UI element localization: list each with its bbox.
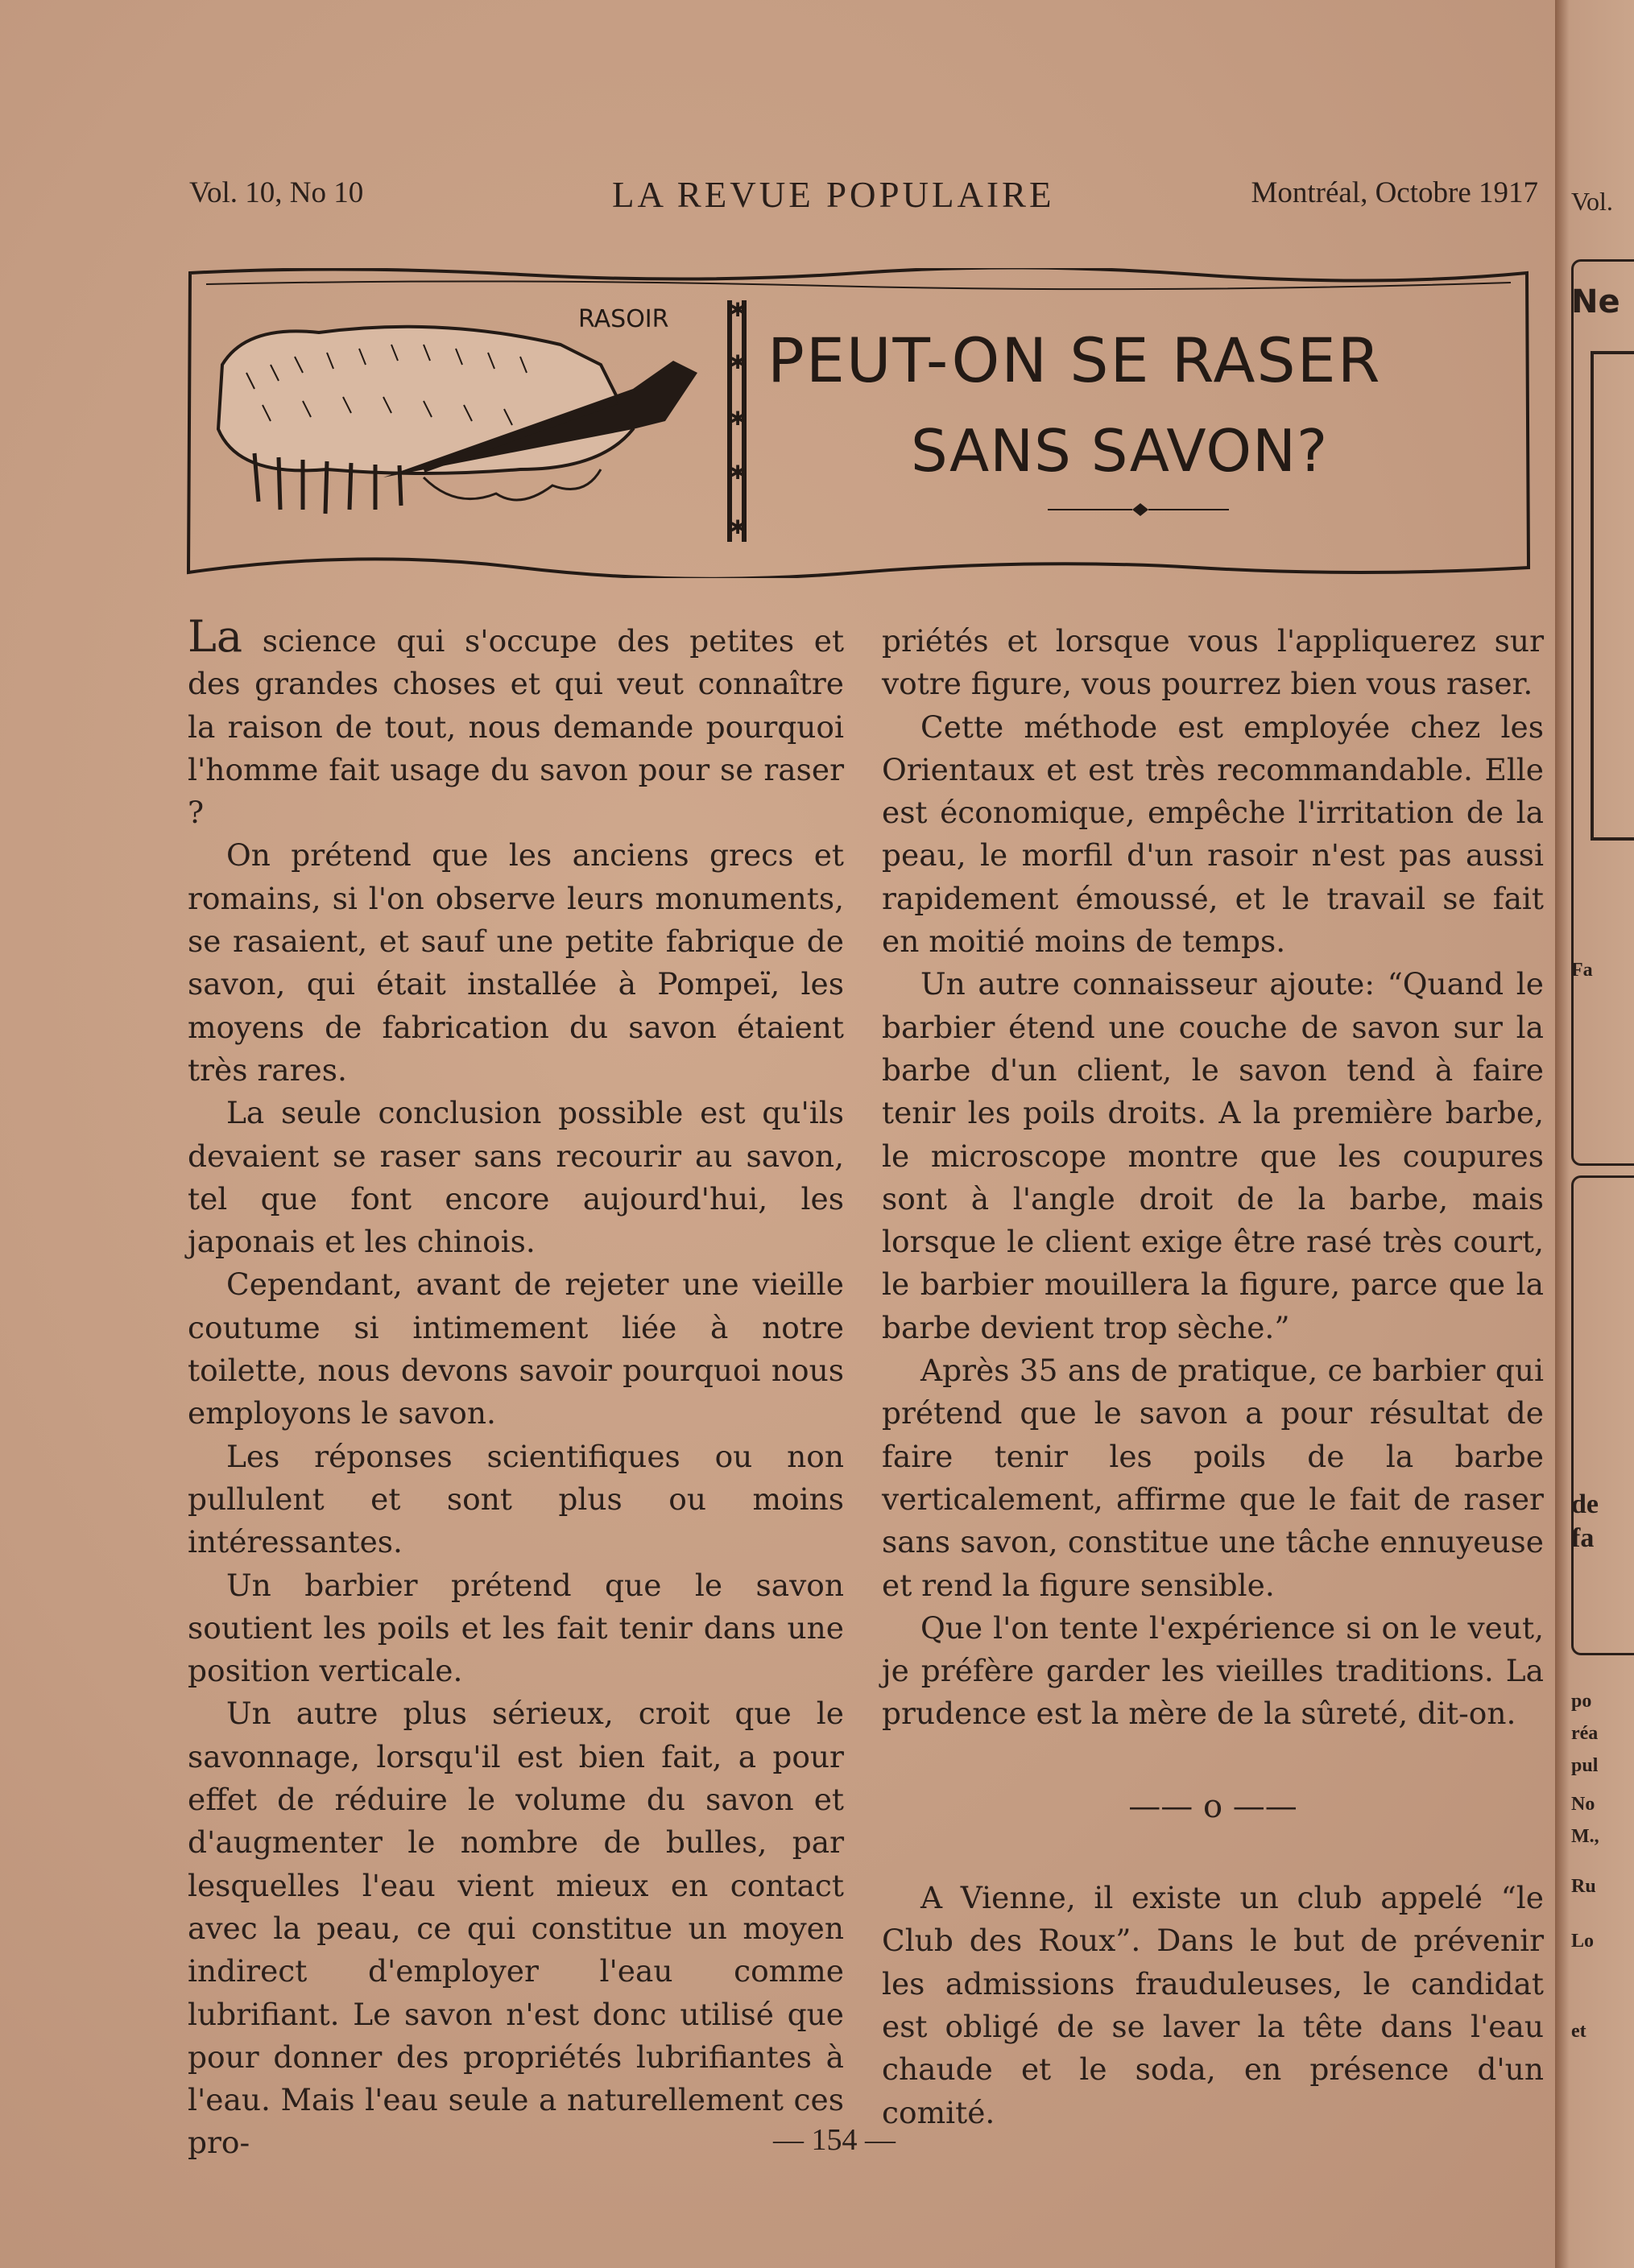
paragraph: Un autre plus sérieux, croit que le savonnage, lorsqu'il est bien fait, a pour effet de réduire le volume du savon et d'augmenter le nombre de bulles, par lesquelles l'eau vient mieux en contact avec la peau, ce qui constitue un moyen indirect d'employer l'eau comme lubrifiant. Le savon n'est donc utilisé que pour donner des propriétés lubrifiantes à l'eau. Mais l'eau seule a naturellement ces pro- (188, 1696, 844, 2161)
adjacent-text: M., (1571, 1826, 1599, 1847)
right-column (882, 620, 1544, 2134)
paragraph: Un barbier prétend que le savon soutient les poils et les fait tenir dans une position verticale. (188, 1567, 844, 1689)
adjacent-text: fa (1571, 1523, 1595, 1553)
razor-label: RASOIR (578, 305, 669, 333)
svg-text:✱: ✱ (730, 299, 747, 321)
adjacent-text: Lo (1571, 1931, 1595, 1952)
banner-frame (182, 268, 1535, 578)
adjacent-text: Ne (1571, 283, 1620, 320)
adjacent-text: de (1571, 1489, 1599, 1519)
volume-number: Vol. 10, No 10 (189, 176, 364, 209)
title-ornament (1048, 503, 1229, 516)
paragraph: priétés et lorsque vous l'appliquerez sur votre figure, vous pourrez bien vous raser. (882, 623, 1544, 702)
paragraph: Après 35 ans de pratique, ce barbier qui prétend que le savon a pour résultat de faire tenir les poils de la barbe verticalement, affirme que le fait de raser sans savon, constitue une tâche ennuyeuse et rend la figure sensible. (882, 1353, 1544, 1603)
drop-cap: La (188, 611, 243, 662)
adjacent-text: Vol. (1571, 187, 1613, 216)
article-title-line2: SANS SAVON? (911, 417, 1329, 485)
adjacent-text: Ru (1571, 1876, 1596, 1897)
page-header (189, 176, 1538, 224)
paragraph: On prétend que les anciens grecs et romains, si l'on observe leurs monuments, se rasaient, et sauf une petite fabrique de savon, qui était installée à Pompeï, les moyens de fabrication du savon étaient très rares. (188, 837, 844, 1088)
paragraph: La science qui s'occupe des petites et des grandes choses et qui veut connaître la raison de tout, nous demande pourquoi l'homme fait usage du savon pour se raser ? (188, 611, 845, 831)
journal-title: LA REVUE POPULAIRE (612, 175, 1055, 215)
adjacent-text: Fa (1571, 960, 1593, 981)
paragraph: Cependant, avant de rejeter une vieille coutume si intimement liée à notre toilette, nous devons savoir pourquoi nous employons le savon. (188, 1266, 844, 1431)
adjacent-text: No (1571, 1794, 1595, 1815)
paragraph: La seule conclusion possible est qu'ils devaient se raser sans recourir au savon, tel que font encore aujourd'hui, les japonais et les chinois. (188, 1095, 844, 1260)
paragraph: Cette méthode est employée chez les Orientaux et est très recommandable. Elle est économique, empêche l'irritation de la peau, le morfil d'un rasoir n'est pas aussi rapidement émoussé, et le travail se fait en moitié moins de temps. (882, 708, 1544, 960)
section-separator: —— o —— (1128, 1787, 1297, 1825)
adjacent-text: réa (1571, 1723, 1599, 1744)
issue-date: Montréal, Octobre 1917 (1251, 176, 1538, 209)
adjacent-page-edge (1555, 0, 1634, 2268)
left-column (188, 611, 845, 2165)
article-banner (182, 268, 1535, 578)
svg-text:✱: ✱ (730, 516, 747, 539)
paragraph: A Vienne, il existe un club appelé “le Club des Roux”. Dans le but de prévenir les admissions frauduleuses, le candidat est obligé de se laver la tête dans l'eau chaude et le soda, en présence d'un comité. (882, 1880, 1544, 2130)
paragraph: Que l'on tente l'expérience si on le veut, je préfère garder les vieilles traditions. La prudence est la mère de la sûreté, dit-on. (882, 1609, 1544, 1732)
razor-illustration (218, 327, 697, 514)
adjacent-text: pul (1571, 1755, 1599, 1776)
svg-text:✱: ✱ (730, 461, 747, 484)
adjacent-frame (1571, 1175, 1634, 1655)
paragraph: Les réponses scientifiques ou non pullulent et sont plus ou moins intéressantes. (188, 1438, 844, 1560)
svg-text:✱: ✱ (730, 407, 747, 430)
adjacent-inner-frame (1591, 351, 1634, 841)
paragraph: Un autre connaisseur ajoute: “Quand le barbier étend une couche de savon sur la barbe d'un client, le savon tend à faire tenir les poils droits. A la première barbe, le microscope montre que les coupures sont à l'angle droit de la barbe, mais lorsque le client exige être rasé très court, le barbier mouillera la figure, parce que la barbe devient trop sèche.” (882, 966, 1544, 1345)
adjacent-text: po (1571, 1691, 1592, 1712)
article-title-line1: PEUT-ON SE RASER (767, 324, 1382, 396)
page-number: — 154 — (773, 2123, 896, 2157)
ornament-column (727, 299, 747, 542)
svg-text:✱: ✱ (730, 351, 747, 374)
adjacent-text: et (1571, 2021, 1586, 2042)
